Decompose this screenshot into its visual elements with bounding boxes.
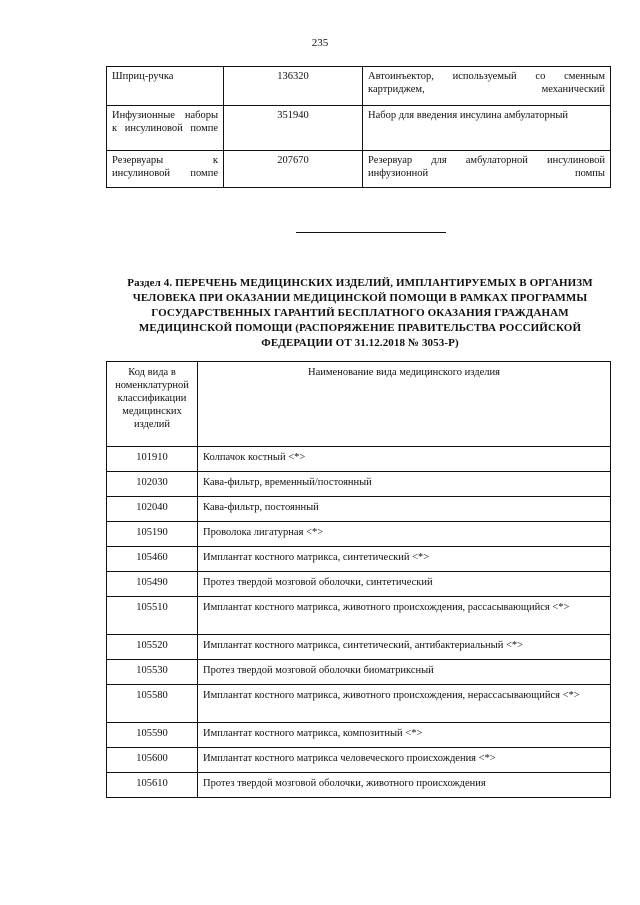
header-code-cell: Код вида в номенклатурной классификации медицинских изделий bbox=[107, 362, 198, 447]
table-row bbox=[107, 773, 611, 798]
name-cell: Имплантат костного матрикса, животного происхождения, нерассасывающийся <*> bbox=[198, 685, 611, 723]
name-cell: Имплантат костного матрикса, композитный <*> bbox=[198, 723, 611, 748]
name-cell: Проволока лигатурная <*> bbox=[198, 522, 611, 547]
table-row bbox=[107, 522, 611, 547]
device-code-cell: 351940 bbox=[224, 106, 363, 151]
table-row bbox=[107, 597, 611, 635]
code-cell: 105520 bbox=[107, 635, 198, 660]
name-cell: Протез твердой мозговой оболочки, синтетический bbox=[198, 572, 611, 597]
device-code-cell: 136320 bbox=[224, 67, 363, 106]
name-cell: Протез твердой мозговой оболочки, животного происхождения bbox=[198, 773, 611, 798]
device-name-cell: Шприц-ручка bbox=[107, 67, 224, 106]
device-code-cell: 207670 bbox=[224, 151, 363, 188]
section-separator bbox=[296, 232, 446, 233]
table-row bbox=[107, 497, 611, 522]
device-name-cell: Инфузионные наборы к инсулиновой помпе bbox=[107, 106, 224, 151]
table-row bbox=[107, 447, 611, 472]
table-row bbox=[107, 723, 611, 748]
name-cell: Кава-фильтр, временный/постоянный bbox=[198, 472, 611, 497]
device-description-cell: Автоинъектор, используемый со сменным картриджем, механический bbox=[363, 67, 611, 106]
code-cell: 102040 bbox=[107, 497, 198, 522]
table-row bbox=[107, 547, 611, 572]
name-cell: Протез твердой мозговой оболочки биоматриксный bbox=[198, 660, 611, 685]
code-cell: 105610 bbox=[107, 773, 198, 798]
code-cell: 101910 bbox=[107, 447, 198, 472]
device-description-cell: Набор для введения инсулина амбулаторный bbox=[363, 106, 611, 151]
table-header-row bbox=[107, 362, 611, 447]
code-cell: 105580 bbox=[107, 685, 198, 723]
device-name-cell: Резервуары к инсулиновой помпе bbox=[107, 151, 224, 188]
table-row bbox=[107, 685, 611, 723]
header-name-cell: Наименование вида медицинского изделия bbox=[198, 362, 611, 447]
name-cell: Колпачок костный <*> bbox=[198, 447, 611, 472]
table-row bbox=[107, 635, 611, 660]
table-row bbox=[107, 67, 611, 106]
device-description-cell: Резервуар для амбулаторной инсулиновой инфузионной помпы bbox=[363, 151, 611, 188]
code-cell: 105600 bbox=[107, 748, 198, 773]
code-cell: 105490 bbox=[107, 572, 198, 597]
name-cell: Имплантат костного матрикса человеческого происхождения <*> bbox=[198, 748, 611, 773]
code-cell: 105590 bbox=[107, 723, 198, 748]
name-cell: Имплантат костного матрикса, синтетический, антибактериальный <*> bbox=[198, 635, 611, 660]
code-cell: 105530 bbox=[107, 660, 198, 685]
code-cell: 105460 bbox=[107, 547, 198, 572]
table-row bbox=[107, 106, 611, 151]
code-cell: 102030 bbox=[107, 472, 198, 497]
insulin-devices-table bbox=[106, 66, 611, 188]
table-row bbox=[107, 572, 611, 597]
code-cell: 105510 bbox=[107, 597, 198, 635]
table-row bbox=[107, 748, 611, 773]
name-cell: Кава-фильтр, постоянный bbox=[198, 497, 611, 522]
name-cell: Имплантат костного матрикса, синтетический <*> bbox=[198, 547, 611, 572]
table-row bbox=[107, 660, 611, 685]
code-cell: 105190 bbox=[107, 522, 198, 547]
implantable-devices-table bbox=[106, 361, 611, 798]
page-number: 235 bbox=[311, 37, 329, 49]
section-title: Раздел 4. ПЕРЕЧЕНЬ МЕДИЦИНСКИХ ИЗДЕЛИЙ, ИМПЛАНТИРУЕМЫХ В ОРГАНИЗМ ЧЕЛОВЕКА ПРИ ОКАЗАНИИ МЕДИЦИНСКОЙ ПОМОЩИ В РАМКАХ ПРОГРАММЫ ГОСУДАРСТВЕННЫХ ГАРАНТИЙ БЕСПЛАТНОГО ОКАЗАНИЯ ГРАЖДАНАМ МЕДИЦИНСКОЙ ПОМОЩИ (РАСПОРЯЖЕНИЕ ПРАВИТЕЛЬСТВА РОССИЙСКОЙ ФЕДЕРАЦИИ ОТ 31.12.2018 № 3053-Р) bbox=[127, 277, 593, 349]
table-row bbox=[107, 472, 611, 497]
table-row bbox=[107, 151, 611, 188]
name-cell: Имплантат костного матрикса, животного происхождения, рассасывающийся <*> bbox=[198, 597, 611, 635]
